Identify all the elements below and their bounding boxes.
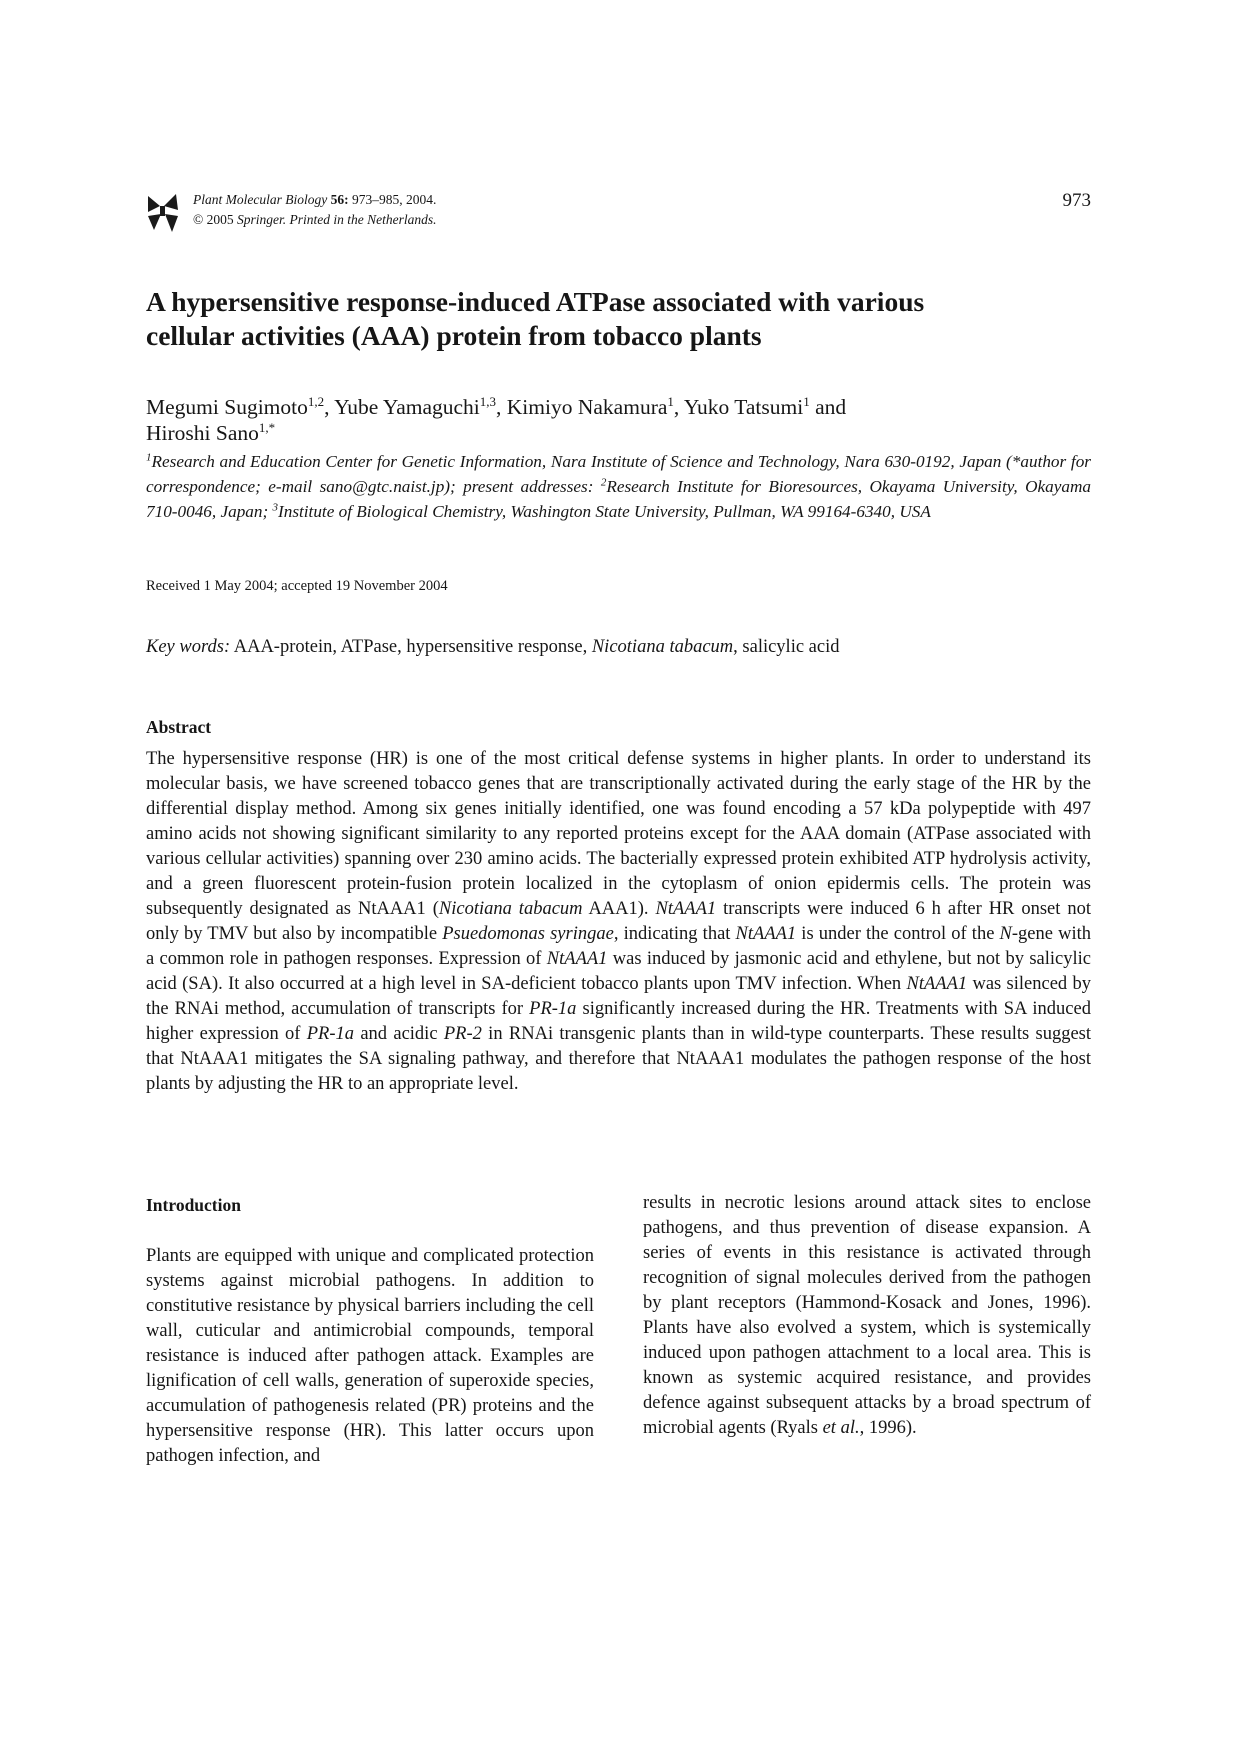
- introduction-heading: Introduction: [146, 1195, 241, 1215]
- author-affiliation-mark: 1: [803, 393, 810, 409]
- author-list: [146, 394, 1091, 446]
- journal-citation: [193, 190, 437, 230]
- journal-name: Plant Molecular Biology: [193, 192, 328, 207]
- author-name: Kimiyo Nakamura: [506, 395, 668, 419]
- abstract-text: The hypersensitive response (HR) is one of the most critical defense systems in higher plants. In order to understand its molecular basis, we have screened tobacco genes that are transcriptionally activated during the early stage of the HR by the differential display method. Among six genes initially identified, one was found encoding a 57 kDa polypeptide with 497 amino acids not showing significant similarity to any reported proteins except for the AAA domain (ATPase associated with various cellular activities) spanning over 230 amino acids. The bacterially expressed protein exhibited ATP hydrolysis activity, and a green fluorescent protein-fusion protein localized in the cytoplasm of onion epidermis cells. The protein was subsequently designated as NtAAA1 (: [146, 749, 1091, 919]
- copyright-year: 2005: [206, 212, 234, 227]
- journal-pages-year: 973–985, 2004.: [351, 192, 437, 207]
- introduction-right-column: [643, 1191, 1091, 1441]
- article-title: [146, 285, 1106, 353]
- author-separator: ,: [496, 395, 507, 419]
- author-name: Yube Yamaguchi: [334, 395, 480, 419]
- author-affiliation-mark: 1,2: [307, 393, 325, 409]
- copyright-text: Springer. Printed in the Netherlands.: [237, 212, 437, 227]
- abstract-italic-term: PR-1a: [529, 999, 577, 1019]
- abstract-heading: Abstract: [146, 717, 212, 737]
- abstract-text: was silenced by the RNAi method, accumulation of transcripts for: [146, 974, 1091, 1019]
- abstract-italic-term: Nicotiana tabacum: [438, 899, 583, 919]
- abstract-italic-term: NtAAA1: [735, 924, 797, 944]
- abstract-text: AAA1).: [582, 899, 656, 919]
- abstract-italic-term: N: [999, 924, 1012, 944]
- journal-header: [146, 190, 1091, 240]
- keywords-label: Key words:: [146, 637, 231, 657]
- affiliation-mark: 3: [272, 501, 278, 514]
- received-dates: Received 1 May 2004; accepted 19 November 2004: [146, 578, 448, 594]
- abstract-text: , indicating that: [613, 924, 736, 944]
- abstract-text: and acidic: [354, 1024, 444, 1044]
- abstract-text: was induced by jasmonic acid and ethylene, but not by salicylic acid (SA). It also occurred at a high level in SA-deficient tobacco plants upon TMV infection. When: [146, 949, 1091, 994]
- abstract-italic-term: NtAAA1: [906, 974, 968, 994]
- introduction-text: , 1996).: [859, 1418, 917, 1438]
- affiliations: [146, 449, 1091, 524]
- author-name: Hiroshi Sano: [146, 421, 259, 445]
- author-name: Yuko Tatsumi: [683, 395, 804, 419]
- page-number: 973: [1062, 190, 1091, 211]
- abstract-italic-term: NtAAA1: [546, 949, 608, 969]
- springer-logo-icon: [146, 192, 180, 234]
- abstract-text: in RNAi transgenic plants than in wild-type counterparts. These results suggest that NtAAA1 mitigates the SA signaling pathway, and therefore that NtAAA1 modulates the pathogen response of the host plants by adjusting the HR to an appropriate level.: [146, 1024, 1091, 1094]
- journal-volume: 56:: [330, 192, 349, 207]
- author-name: Megumi Sugimoto: [146, 395, 308, 419]
- abstract-italic-term: NtAAA1: [655, 899, 717, 919]
- author-separator: and: [809, 395, 847, 419]
- title-line-2: cellular activities (AAA) protein from tobacco plants: [146, 320, 762, 351]
- abstract-italic-term: PR-2: [443, 1024, 482, 1044]
- author-affiliation-mark: 1,3: [479, 393, 497, 409]
- affiliation-text: Institute of Biological Chemistry, Washington State University, Pullman, WA 99164-6340, USA: [278, 502, 931, 521]
- keywords-list: AAA-protein, ATPase, hypersensitive response,: [233, 637, 588, 657]
- introduction-text: results in necrotic lesions around attack sites to enclose pathogens, and thus prevention of disease expansion. A series of events in this resistance is activated through recognition of signal molecules derived from the pathogen by plant receptors (Hammond-Kosack and Jones, 1996). Plants have also evolved a system, which is systemically induced upon pathogen attachment to a local area. This is known as systemic acquired resistance, and provides defence against subsequent attacks by a broad spectrum of microbial agents (Ryals: [643, 1193, 1091, 1438]
- affiliation-mark: 2: [600, 476, 607, 489]
- introduction-citation-etal: et al.: [822, 1418, 860, 1438]
- abstract-text: transcripts were induced 6 h after HR onset not only by TMV but also by incompatible: [146, 899, 1091, 944]
- keywords: [146, 637, 840, 658]
- author-affiliation-mark: 1,*: [258, 419, 276, 435]
- introduction-paragraph-continued: [643, 1191, 1091, 1441]
- introduction-paragraph: Plants are equipped with unique and complicated protection systems against microbial pathogens. In addition to constitutive resistance by physical barriers including the cell wall, cuticular and antimicrobial compounds, temporal resistance is induced after pathogen attack. Examples are lignification of cell walls, generation of superoxide species, accumulation of pathogenesis related (PR) proteins and the hypersensitive response (HR). This latter occurs upon pathogen infection, and: [146, 1246, 594, 1466]
- introduction-left-column: [146, 1193, 594, 1469]
- abstract-text: significantly increased during the HR. Treatments with SA induced higher expression of: [146, 999, 1091, 1044]
- author-separator: ,: [324, 395, 335, 419]
- affiliation-text: Research and Education Center for Genetic Information, Nara Institute of Science and Technology, Nara 630-0192, Japan (*author for correspondence; e-mail sano@gtc.naist.jp); present addresses:: [146, 452, 1091, 496]
- author-separator: ,: [673, 395, 684, 419]
- abstract-text: -gene with a common role in pathogen responses. Expression of: [146, 924, 1091, 969]
- copyright-symbol: ©: [193, 212, 204, 227]
- affiliation-text: Research Institute for Bioresources, Okayama University, Okayama 710-0046, Japan;: [146, 477, 1091, 521]
- abstract-italic-term: PR-1a: [306, 1024, 355, 1044]
- abstract-italic-term: Psuedomonas syringae: [442, 924, 614, 944]
- author-affiliation-mark: 1: [667, 393, 674, 409]
- keywords-list-end: , salicylic acid: [733, 637, 840, 657]
- keywords-species: Nicotiana tabacum: [591, 637, 734, 657]
- abstract-body: [146, 747, 1091, 1097]
- title-line-1: A hypersensitive response-induced ATPase associated with various: [146, 286, 925, 317]
- affiliation-mark: 1: [146, 451, 152, 464]
- abstract-text: is under the control of the: [796, 924, 1000, 944]
